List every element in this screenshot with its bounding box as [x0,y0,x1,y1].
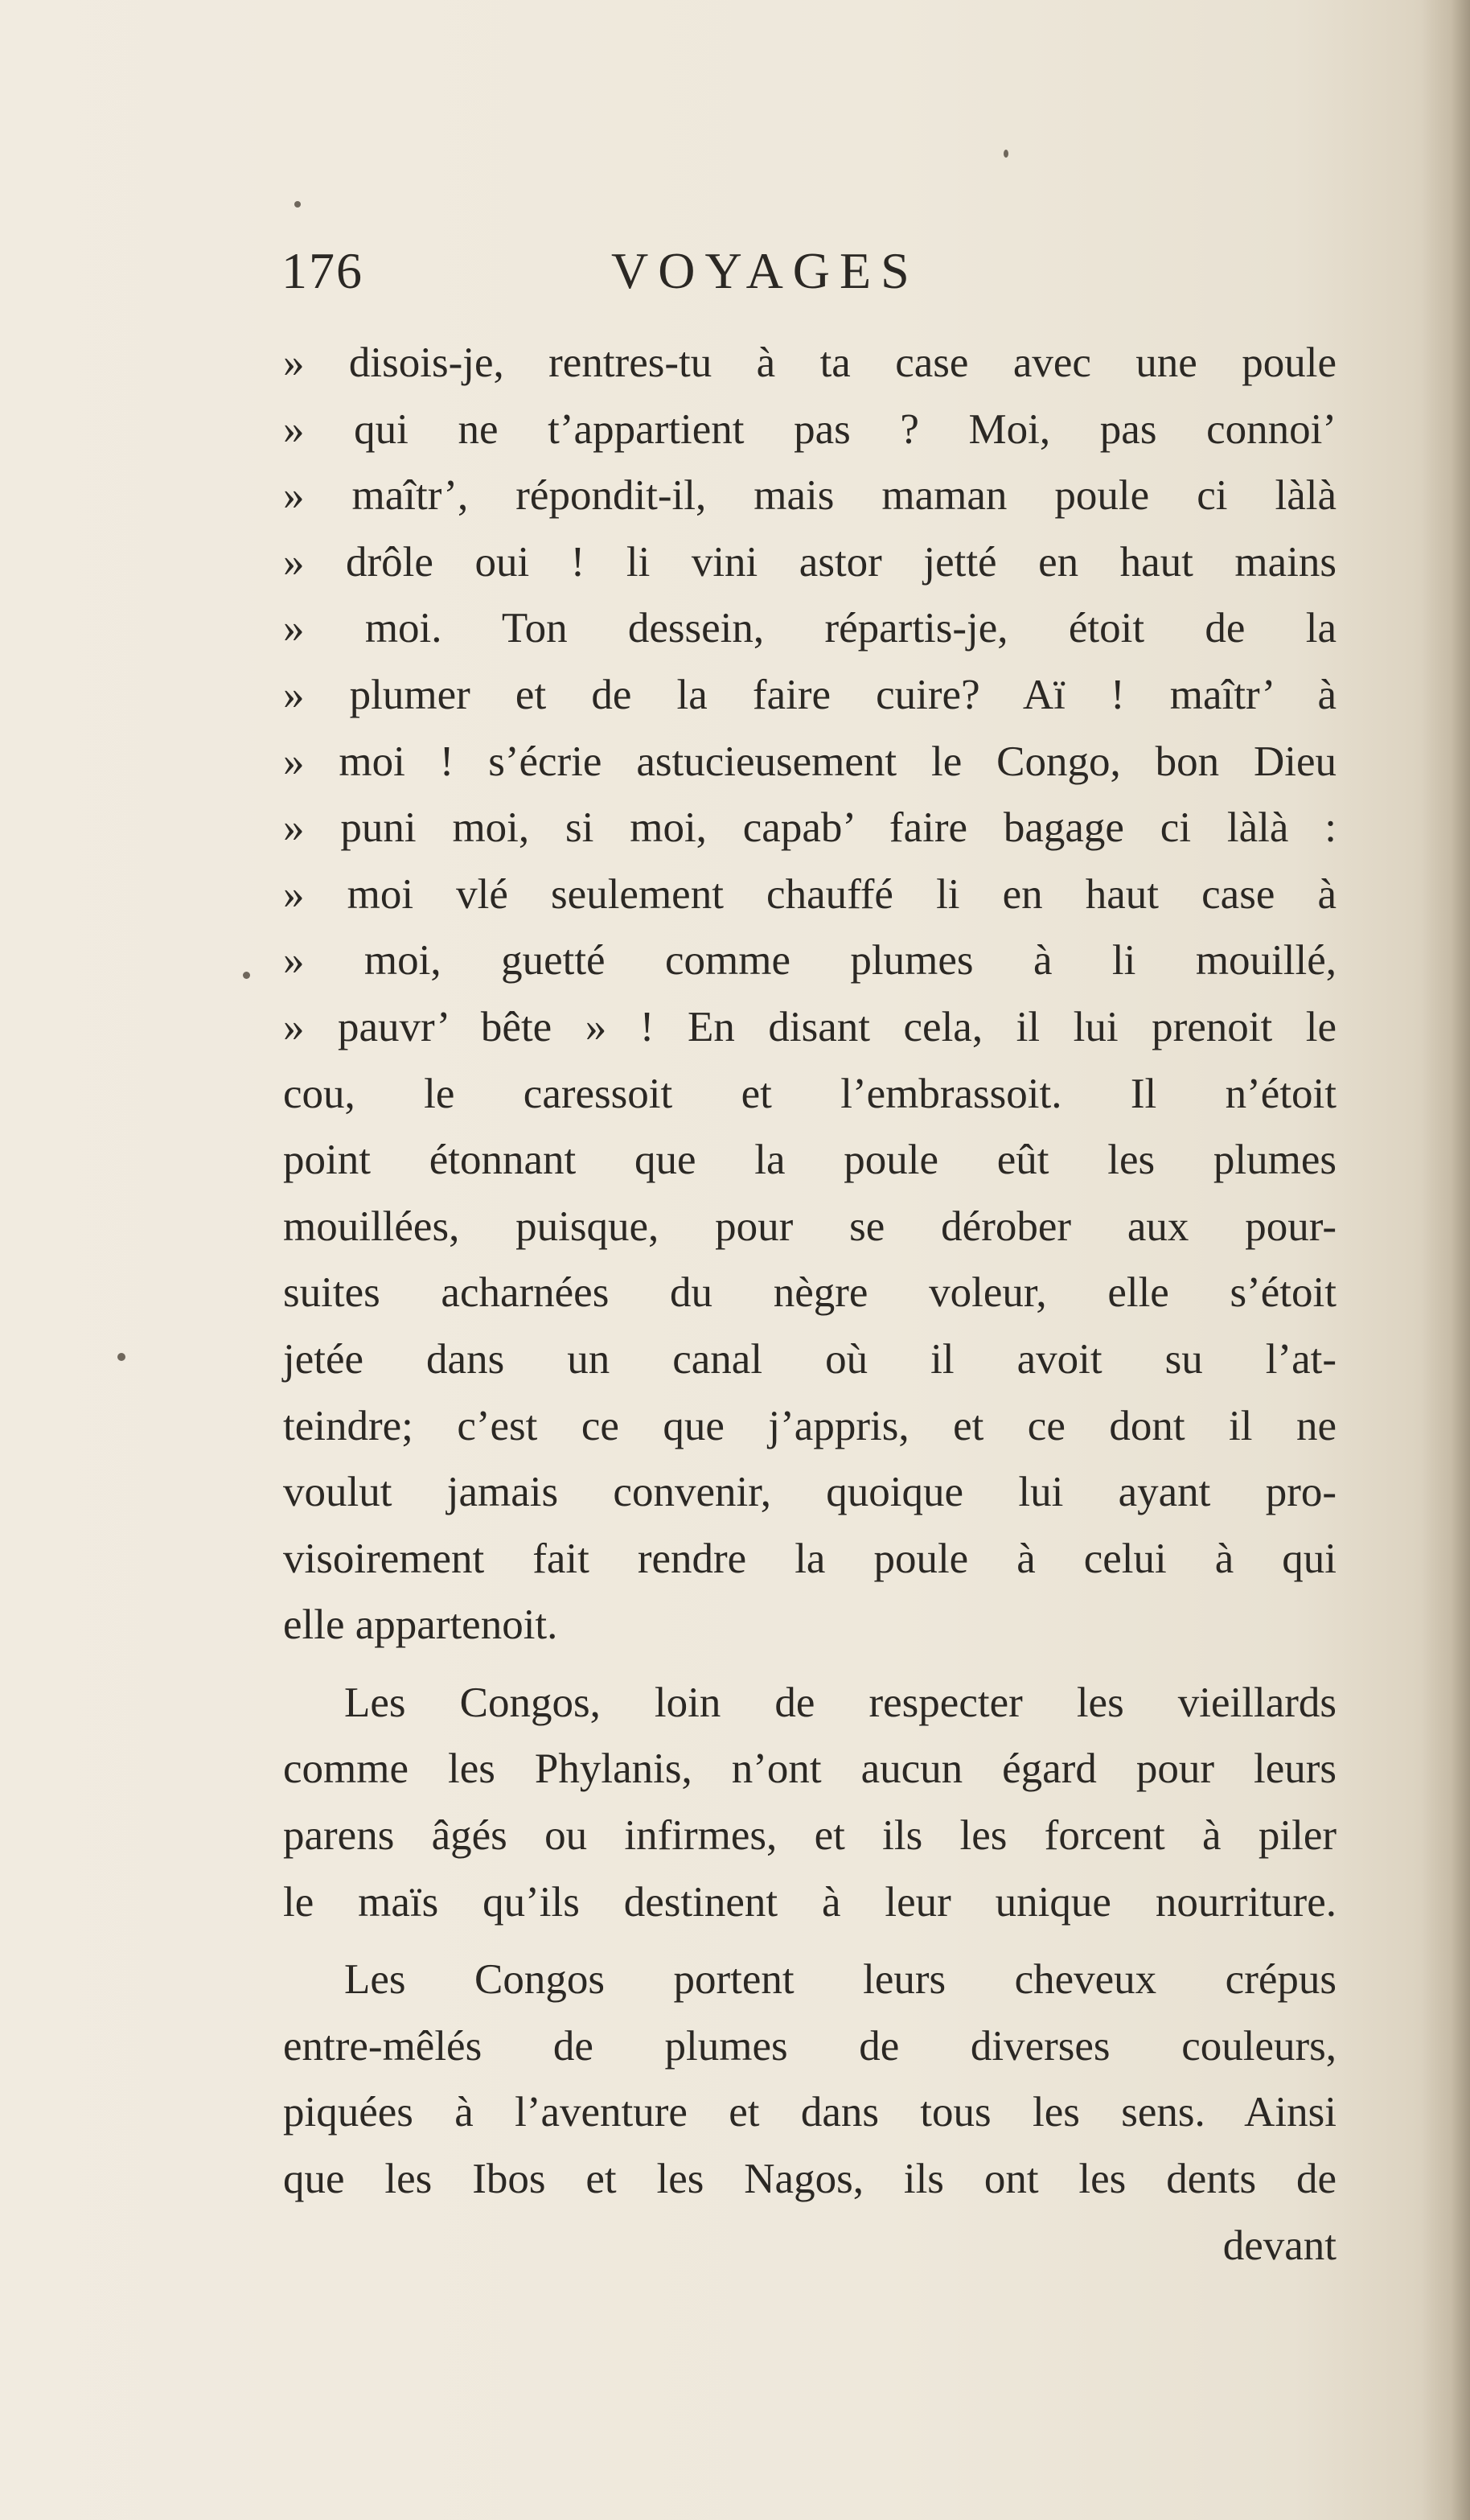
page-header [281,241,1343,322]
text-line: » moi vlé seulement chauffé li en haut case à [283,870,1337,918]
text-line: » disois-je, rentres-tu à ta case avec une poule [283,339,1337,386]
text-line: piquées à l’aventure et dans tous les sens. Ainsi [283,2089,1337,2136]
paragraph-3 [283,1947,1337,2212]
text-line: » maîtr’, répondit-il, mais maman poule ci làlà [283,472,1337,520]
text-line: teindre; c’est ce que j’appris, et ce dont il ne [283,1402,1337,1449]
text-line: comme les Phylanis, n’ont aucun égard pour leurs [283,1745,1337,1793]
paragraph-gap [283,1659,1337,1670]
paragraph-1 [283,330,1337,1659]
text-line: jetée dans un canal où il avoit su l’at- [283,1335,1337,1383]
text-line: » moi ! s’écrie astucieusement le Congo, bon Dieu [283,738,1337,785]
text-line: » pauvr’ bête » ! En disant cela, il lui prenoit le [283,1003,1337,1050]
text-line: visoirement fait rendre la poule à celui à qui [283,1535,1337,1582]
text-line: » moi. Ton dessein, répartis-je, étoit de la [283,605,1337,652]
text-line: cou, le caressoit et l’embrassoit. Il n’étoit [283,1070,1337,1117]
binding-shadow [1422,0,1470,2520]
page-number: 176 [281,242,363,299]
text-line: parens âgés ou infirmes, et ils les forcent à piler [283,1812,1337,1860]
paper-speck [117,1353,125,1361]
paper-speck [243,972,250,979]
text-line: que les Ibos et les Nagos, ils ont les dents de [283,2156,1337,2203]
text-line: le maïs qu’ils destinent à leur unique nourriture. [283,1878,1337,1926]
text-line: mouillées, puisque, pour se dérober aux pour- [283,1202,1337,1250]
paper-speck [294,201,301,208]
catchword: devant [1222,2222,1337,2269]
text-line: Les Congos portent leurs cheveux crépus [344,1956,1337,2004]
text-line: point étonnant que la poule eût les plumes [283,1137,1337,1184]
text-line: Les Congos, loin de respecter les vieillards [344,1679,1337,1726]
paper-speck [1004,150,1008,158]
text-line: elle appartenoit. [283,1601,558,1649]
text-line: voulut jamais convenir, quoique lui ayant pro- [283,1469,1337,1516]
text-line: » drôle oui ! li vini astor jetté en haut mains [283,538,1337,586]
text-line: entre-mêlés de plumes de diverses couleurs, [283,2022,1337,2070]
text-line: » moi, guetté comme plumes à li mouillé, [283,937,1337,985]
text-line: » puni moi, si moi, capab’ faire bagage ci làlà : [283,804,1337,852]
paragraph-gap [283,1935,1337,1947]
text-line: suites acharnées du nègre voleur, elle s’étoit [283,1269,1337,1317]
running-title: VOYAGES [611,242,919,299]
text-line: » qui ne t’appartient pas ? Moi, pas connoi’ [283,405,1337,453]
paragraph-2 [283,1670,1337,1935]
body-text [283,330,1337,2279]
text-line: » plumer et de la faire cuire? Aï ! maîtr’ à [283,671,1337,718]
